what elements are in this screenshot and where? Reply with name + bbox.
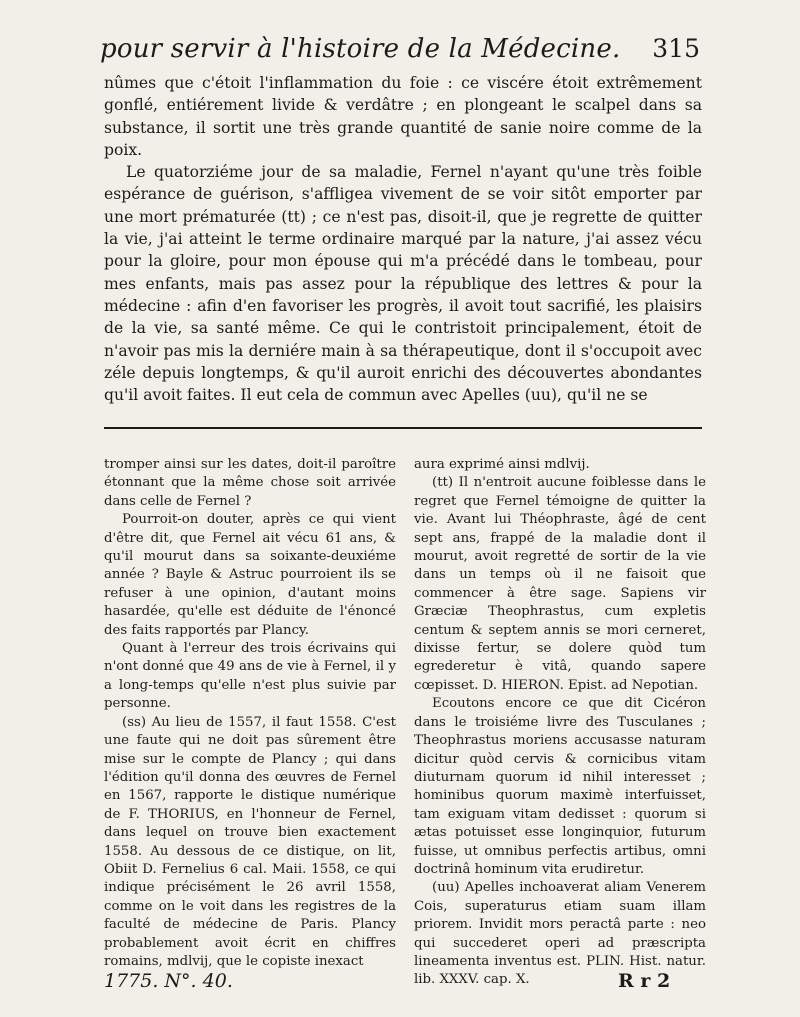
footnote-ss: (ss) Au lieu de 1557, il faut 1558. C'est une faute qui ne doit pas sûrement être mise sur le compte de Plancy ; qui dans l'édition qu'il donna des œuvres de Fernel en 1567, rapporte le distique numérique de F. THORIUS, en l'honneur de Fernel, dans lequel on trouve bien exactement 1558. Au dessous de ce distique, on lit, Obiit D. Fernelius 6 cal. Maii. 1558, ce qui indique précisément le 26 avril 1558, comme on le voit dans les registres de la faculté de médecine de Paris. Plancy probablement avoit écrit en chiffres romains, mdlvij, que le copiste inexact bbox=[104, 714, 396, 969]
page-header bbox=[100, 34, 700, 64]
footnotes-right-column bbox=[414, 456, 706, 990]
left-paragraph-3: Quant à l'erreur des trois écrivains qui n'ont donné que 49 ans de vie à Fernel, il y a long-temps qu'elle n'est plus suivie par personne. bbox=[104, 641, 396, 712]
page-number: 315 bbox=[652, 34, 700, 63]
footnotes-left-column bbox=[104, 456, 396, 971]
main-paragraph-2: Le quatorziéme jour de sa maladie, Fernel n'ayant qu'une très foible espérance de guérison, s'affligea vivement de se voir sitôt emporter par une mort prématurée (tt) ; ce n'est pas, disoit-il, que je regrette de quitter la vie, j'ai atteint le terme ordinaire marqué par la nature, j'ai assez vécu pour la gloire, pour mon épouse qui m'a précédé dans le tombeau, pour mes enfants, mais pas assez pour la république des lettres & pour la médecine : afin d'en favoriser les progrès, il avoit tout sacrifié, les plaisirs de la vie, sa santé même. Ce qui le contristoit principalement, étoit de n'avoir pas mis la derniére main à sa thérapeutique, dont il s'occupoit avec zéle depuis longtemps, & qu'il auroit enrichi des découvertes abondantes qu'il avoit faites. Il eut cela de commun avec Apelles (uu), qu'il ne se bbox=[104, 163, 702, 405]
sheet-mark: R r 2 bbox=[618, 970, 671, 992]
footnote-uu: (uu) Apelles inchoaverat aliam Venerem Cois, superaturus etiam suam illam priorem. Invidit mors peractâ parte : neo qui succederet operi ad præscripta lineamenta inventus est. PLIN. Hist. natur. lib. XXXV. cap. X. bbox=[414, 880, 706, 988]
left-paragraph-2: Pourroit-on douter, après ce qui vient d'être dit, que Fernel ait vécu 61 ans, & qu'il mourut dans sa soixante-deuxiéme année ? Bayle & Astruc pourroient ils se refuser à une opinion, d'autant moins hasardée, qu'elle est déduite de l'énoncé des faits rapportés par Plancy. bbox=[104, 512, 396, 638]
running-title: pour servir à l'histoire de la Médecine. bbox=[100, 34, 621, 64]
main-paragraph-1: nûmes que c'étoit l'inflammation du foie : ce viscére étoit extrêmement gonflé, entiérement livide & verdâtre ; en plongeant le scalpel dans sa substance, il sortit une très grande quantité de sanie noire comme de la poix. bbox=[104, 74, 702, 159]
left-paragraph-1: tromper ainsi sur les dates, doit-il paroître étonnant que la même chose soit arrivée dans celle de Fernel ? bbox=[104, 457, 396, 509]
issue-signature: 1775. N°. 40. bbox=[104, 970, 233, 992]
right-paragraph-1: aura exprimé ainsi mdlvij. bbox=[414, 457, 590, 472]
footnote-tt: (tt) Il n'entroit aucune foiblesse dans le regret que Fernel témoigne de quitter la vie. Avant lui Théophraste, âgé de cent sept ans, frappé de la maladie dont il mourut, avoit regretté de sortir de la vie dans un temps où il ne faisoit que commencer à être sage. Sapiens vir Græciæ Theophrastus, cum expletis centum & septem annis se mori cerneret, dixisse fertur, se dolere quòd tum egrederetur è vitâ, quando sapere cœpisset. D. HIERON. Epist. ad Nepotian. bbox=[414, 475, 706, 693]
right-paragraph-3: Ecoutons encore ce que dit Cicéron dans le troisiéme livre des Tusculanes ; Theophrastus moriens accusasse naturam dicitur quòd cervis & cornicibus vitam diuturnam quorum id nihil interesset ; hominibus quorum maximè interfuisset, tam exiguam vitam dedisset : quorum si ætas potuisset esse longinquior, futurum fuisse, ut omnibus perfectis artibus, omni doctrinâ hominum vita erudiretur. bbox=[414, 696, 706, 877]
main-text bbox=[104, 72, 702, 406]
footnote-divider bbox=[104, 427, 702, 429]
